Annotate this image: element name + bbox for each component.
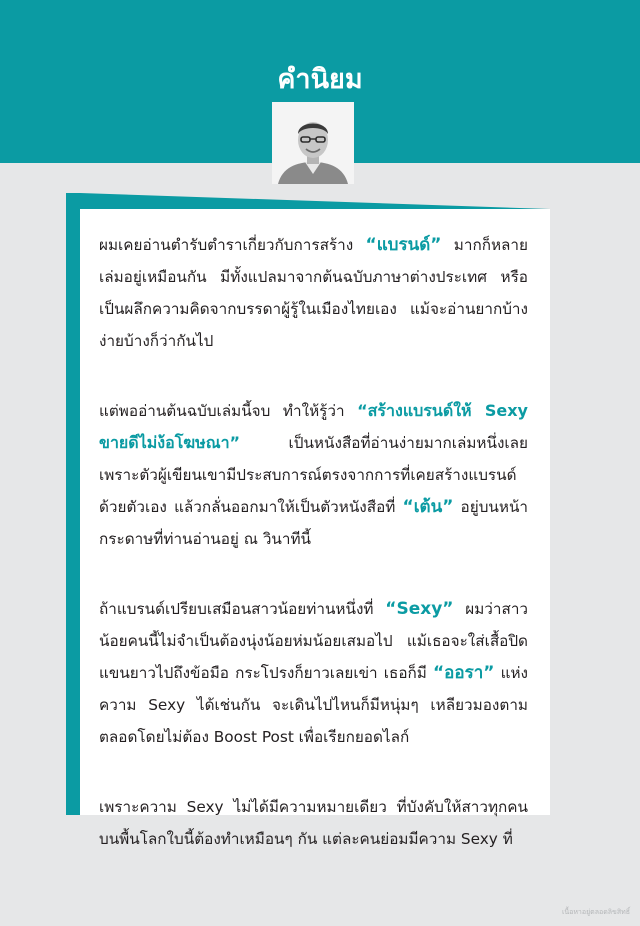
emphasis-keyword: “Sexy” xyxy=(385,599,454,619)
body-text: ถ้าแบรนด์เปรียบเสมือนสาวน้อยท่านหนึ่งที่ xyxy=(99,600,386,618)
author-portrait-icon xyxy=(272,102,354,184)
body-text: มากก็หลายเล่มอยู่เหมือนกัน มีทั้งแปลมาจากต้นฉบับภาษาต่างประเทศ หรือเป็นผลึกความคิดจากบรรดาผู้รู้ในเมืองไทยเอง แม้จะอ่านยากบ้างง่ายบ้างก็ว่ากันไป xyxy=(99,236,528,350)
body-text: ผมว่าสาวน้อยคนนี้ไม่จำเป็นต้องนุ่งน้อยห่มน้อยเสมอไป แม้เธอจะใส่เสื้อปิดแขนยาวไปถึงข้อมือ กระโปรงก็ยาวเลยเข่า เธอก็มี xyxy=(99,600,529,682)
paragraph-1 xyxy=(99,229,528,357)
emphasis-keyword: “แบรนด์” xyxy=(365,235,442,255)
author-avatar xyxy=(272,102,354,184)
body-text: เพราะความ Sexy ไม่ได้มีความหมายเดียว ที่บังคับให้สาวทุกคนบนพื้นโลกใบนี้ต้องทำเหมือนๆ กัน แต่ละคนย่อมมีความ Sexy ที่ xyxy=(99,798,528,848)
paragraph-4 xyxy=(99,791,528,855)
body-text: ผมเคยอ่านตำรับตำราเกี่ยวกับการสร้าง xyxy=(99,236,366,254)
page-title: คำนิยม xyxy=(277,64,363,95)
footer-credit: เนื้อหาอยู่ตลอดลิขสิทธิ์ xyxy=(561,908,630,916)
body-text: แต่พออ่านต้นฉบับเล่มนี้จบ ทำให้รู้ว่า xyxy=(99,402,358,420)
foreword-card xyxy=(80,209,550,848)
paragraph-3 xyxy=(99,593,528,753)
body-text: อยู่บนหน้ากระดาษที่ท่านอ่านอยู่ ณ วินาทีนี้ xyxy=(99,498,528,548)
emphasis-keyword: “เต้น” xyxy=(402,497,454,517)
body-text: แห่งความ Sexy ได้เช่นกัน จะเดินไปไหนก็มีหนุ่มๆ เหลียวมองตามตลอดโดยไม่ต้อง Boost Post เพื่อเรียกยอดไลก์ xyxy=(99,664,528,746)
emphasis-keyword: “ออรา” xyxy=(433,663,495,683)
body-text: เป็นหนังสือที่อ่านง่ายมากเล่มหนึ่งเลย เพราะตัวผู้เขียนเขามีประสบการณ์ตรงจากการที่เคยสร้างแบรนด์ด้วยตัวเอง แล้วกลั่นออกมาให้เป็นตัวหนังสือที่ xyxy=(99,434,528,516)
paragraph-2 xyxy=(99,395,528,555)
emphasis-text: “สร้างแบรนด์ให้ Sexy ขายดีไม่ง้อโฆษณา” xyxy=(99,401,528,452)
